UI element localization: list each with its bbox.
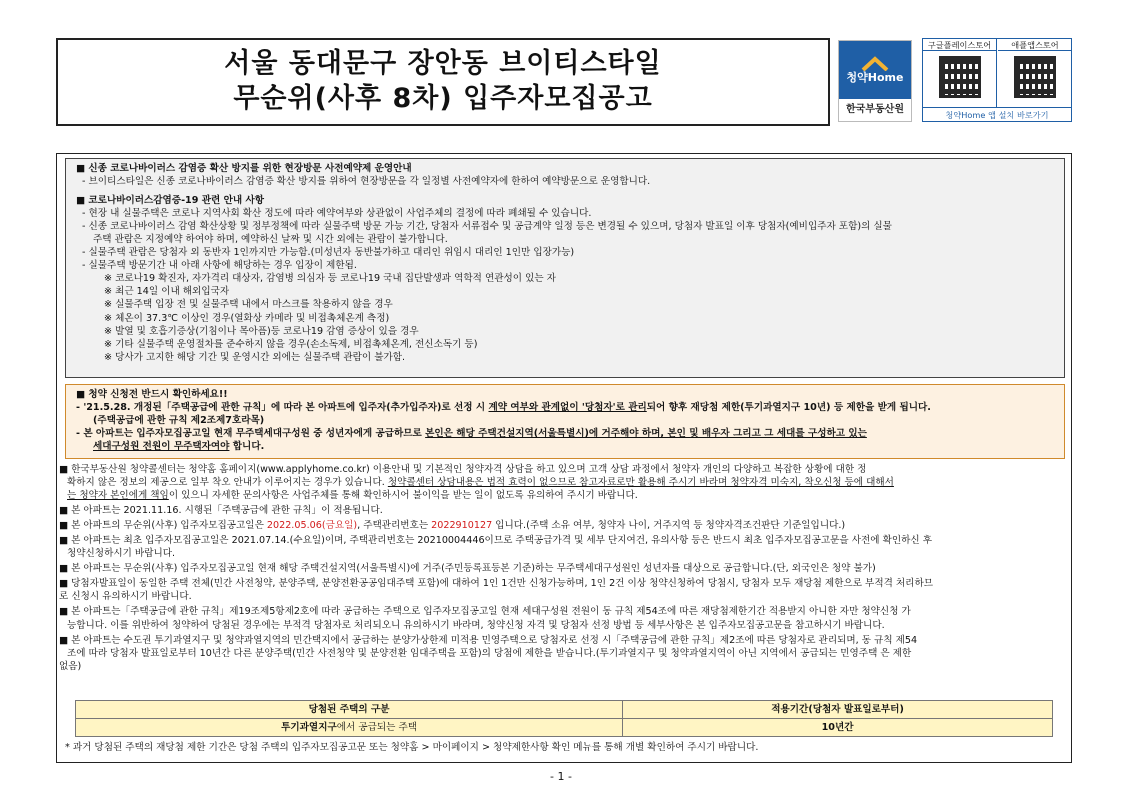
bullet-announcement-date: ■ 본 아파트의 무순위(사후) 입주자모집공고일은 2022.05.06(금요일), 주택관리번호는 2022910127 입니다.(주택 소유 여부, 청약자 나이, 거주지역 등 청약자격조건판단 기준일입니다.) [59, 520, 846, 532]
logo-emblem [839, 41, 911, 99]
notice-line-1: - '21.5.28. 개정된「주택공급에 관한 규칙」에 따라 본 아파트에 입주자(추가입주자)로 선정 시 계약 여부와 관계없이 '당첨자'로 관리되어 향후 재당첨 제한(투기과열지구 10년) 등 제한을 받게 됩니다. [76, 402, 931, 414]
table-header-row [76, 701, 1053, 719]
house-roof-icon [860, 55, 890, 71]
covid-sub-4: - 실물주택 관람은 당첨자 외 동반자 1인까지만 가능함.(미성년자 동반불가하고 대리인 위임시 대리인 1인만 입장가능) [82, 247, 575, 259]
covid-restriction-3: ※ 실물주택 입장 전 및 실물주택 내에서 마스크를 착용하지 않을 경우 [104, 299, 393, 311]
notice-line-2: (주택공급에 관한 규칙 제2조제7호라목) [93, 415, 265, 427]
covid-restriction-4: ※ 체온이 37.3℃ 이상인 경우(열화상 카메라 및 비접촉체온계 측정) [104, 312, 390, 324]
covid-restriction-6: ※ 기타 실물주택 운영절차를 준수하지 않을 경우(손소독제, 비접촉체온계, 전신소독기 등) [104, 338, 478, 350]
notice-line-3: - 본 아파트는 입주자모집공고일 현재 무주택세대구성원 중 성년자에게 공급하므로 본인은 해당 주택건설지역(서울특별시)에 거주해야 하며, 본인 및 배우자 그리고 그 세대를 구성하고 있는 [76, 428, 867, 440]
covid-restriction-5: ※ 발열 및 호흡기증상(기침이나 목아픔)등 코로나19 감염 증상이 있을 경우 [104, 325, 419, 337]
check-before-apply-box [65, 384, 1065, 459]
table-header-period: 적용기간(당첨자 발표일로부터) [623, 701, 1053, 719]
google-play-label: 구글플레이스토어 [923, 39, 996, 51]
table-cell-period: 10년간 [623, 719, 1053, 737]
notice-head: ■ 청약 신청전 반드시 확인하세요!! [76, 389, 228, 400]
table-header-type: 당첨된 주택의 구분 [76, 701, 623, 719]
covid-restriction-1: ※ 코로나19 확진자, 자가격리 대상자, 감염병 의심자 등 코로나19 국내 집단발생과 역학적 연관성이 있는 자 [104, 273, 556, 285]
qr-code-icon [939, 56, 981, 98]
bullet-first-announcement: ■ 본 아파트는 최초 입주자모집공고일은 2021.07.14.(수요일)이며, 주택관리번호는 20210004446이므로 주택공급가격 및 세부 단지여건, 유의사항 등은 반드시 최초 입주자모집공고문을 사전에 확인하신 후 청약신청하시기 바랍니다. [59, 535, 932, 560]
covid-sub-3b: 주택 관람은 지정예약 하여야 하며, 예약하신 날짜 및 시간 외에는 관람이 불가합니다. [93, 234, 448, 246]
app-store-label: 애플앱스토어 [998, 39, 1072, 51]
bullet-one-application: ■ 당첨자발표일이 동일한 주택 전체(민간 사전청약, 분양주택, 분양전환공공임대주택 포함)에 대하여 1인 1건만 신청가능하며, 1인 2건 이상 청약신청하여 당첨시, 당첨자 모두 재당첨 제한으로 부적격 처리하므 로 신청시 유의하시기 바랍니다. [59, 578, 933, 603]
restriction-table [75, 700, 1053, 737]
covid-restriction-7: ※ 당사가 고지한 해당 기간 및 운영시간 외에는 실물주택 관람이 불가함. [104, 351, 406, 363]
app-install-link[interactable]: 청약Home 앱 설치 바로가기 [923, 107, 1071, 123]
bullet-rewin-restriction: ■ 본 아파트는「주택공급에 관한 규칙」제19조제5항제2호에 따라 공급하는 주택으로 입주자모집공고일 현재 세대구성원 전원이 동 규칙 제54조에 따른 재당첨제한기간 적용받지 아니한 자만 청약신청 가 능합니다. 이를 위반하여 청약하여 당첨된 경우에는 부적격 당첨자로 처리되오니 유의하시기 바라며, 청약신청 자격 및 당첨자 선정 방법 등 세부사항은 본 입주자모집공고문을 참고하시기 바랍니다. [59, 606, 911, 631]
title-box [56, 38, 830, 126]
app-store-qr[interactable] [998, 39, 1072, 107]
general-notice-list [57, 463, 1073, 675]
bullet-overheated-zone: ■ 본 아파트는 수도권 투기과열지구 및 청약과열지역의 민간택지에서 공급하는 분양가상한제 미적용 민영주택으로 당첨자로 선정 시「주택공급에 관한 규칙」제2조에 따른 당첨자로 관리되며, 동 규칙 제54 조에 따라 당첨자 발표일로부터 10년간 다른 분양주택(민간 사전청약 및 분양전환 임대주택을 포함)의 당첨에 제한을 받습니다.(투기과열지구 및 청약과열지역이 아닌 지역에서 공급되는 민영주택 은 제한 없음) [59, 634, 918, 672]
qr-code-icon [1014, 56, 1056, 98]
bullet-eligibility: ■ 본 아파트는 무순위(사후) 입주자모집공고일 현재 해당 주택건설지역(서울특별시)에 거주(주민등록표등본 기준)하는 무주택세대구성원인 성년자를 대상으로 공급합니다.(단, 외국인은 청약 불가) [59, 563, 876, 575]
covid-sub-1: - 브이티스타일은 신종 코로나바이러스 감염증 확산 방지를 위하여 현장방문을 각 일정별 사전예약자에 한하여 예약방문으로 운영합니다. [82, 176, 651, 188]
table-cell-type: 투기과열지구에서 공급되는 주택 [76, 719, 623, 737]
qr-block [922, 38, 1072, 122]
logo-name: 청약Home [846, 70, 904, 84]
title-line-2: 무순위(사후 8차) 입주자모집공고 [233, 83, 653, 114]
bullet-rule-date: ■ 본 아파트는 2021.11.16. 시행된「주택공급에 관한 규칙」이 적용됩니다. [59, 505, 383, 517]
applyhome-logo [838, 40, 912, 122]
covid-sub-2: - 현장 내 실물주택은 코로나 지역사회 확산 정도에 따라 예약여부와 상관없이 사업주체의 결정에 따라 폐쇄될 수 있습니다. [82, 208, 592, 220]
bullet-callcenter: ■ 한국부동산원 청약콜센터는 청약홈 홈페이지(www.applyhome.co.kr) 이용안내 및 기본적인 청약자격 상담을 하고 있으며 고객 상담 과정에서 청약자 개인의 다양하고 복잡한 상황에 대한 정 확하지 않은 정보의 제공으로 일부 착오 안내가 이루어지는 경우가 있습니다. 청약콜센터 상담내용은 법적 효력이 없으므로 참고자료로만 활용해 주시기 바라며 청약자격 미숙지, 착오신청 등에 대해서 는 청약자 본인에게 책임이 있으니 자세한 문의사항은 사업주체를 통해 확인하시어 불이익을 받는 일이 없도록 유의하여 주시기 바랍니다. [59, 464, 894, 502]
main-content-box [56, 153, 1072, 763]
footnote: * 과거 당첨된 주택의 재당첨 제한 기간은 당첨 주택의 입주자모집공고문 또는 청약홈 > 마이페이지 > 청약제한사항 확인 메뉴를 통해 개별 확인하여 주시기 바랍니다. [65, 742, 759, 753]
google-play-qr[interactable] [923, 39, 997, 107]
covid-head-1: ■ 신종 코로나바이러스 감염증 확산 방지를 위한 현장방문 사전예약제 운영안내 [76, 163, 412, 174]
page-number: - 1 - [550, 770, 572, 783]
covid-notice-box [65, 158, 1065, 378]
notice-line-4: 세대구성원 전원이 무주택자여야 합니다. [93, 441, 265, 453]
covid-head-2: ■ 코로나바이러스감염증-19 관련 안내 사항 [76, 195, 265, 207]
covid-restriction-2: ※ 최근 14일 이내 해외입국자 [104, 286, 230, 298]
covid-sub-3a: - 신종 코로나바이러스 감염 확산상황 및 정부정책에 따라 실물주택 방문 가능 기간, 당첨자 서류접수 및 공급계약 일정 등은 변경될 수 있으며, 당첨자 발표일 이후 당첨자(예비입주자 포함)의 실물 [82, 221, 892, 233]
table-row [76, 719, 1053, 737]
logo-org: 한국부동산원 [846, 104, 904, 116]
covid-sub-5: - 실물주택 방문기간 내 아래 사항에 해당하는 경우 입장이 제한됨. [82, 260, 357, 272]
title-line-1: 서울 동대문구 장안동 브이티스타일 [224, 48, 662, 80]
